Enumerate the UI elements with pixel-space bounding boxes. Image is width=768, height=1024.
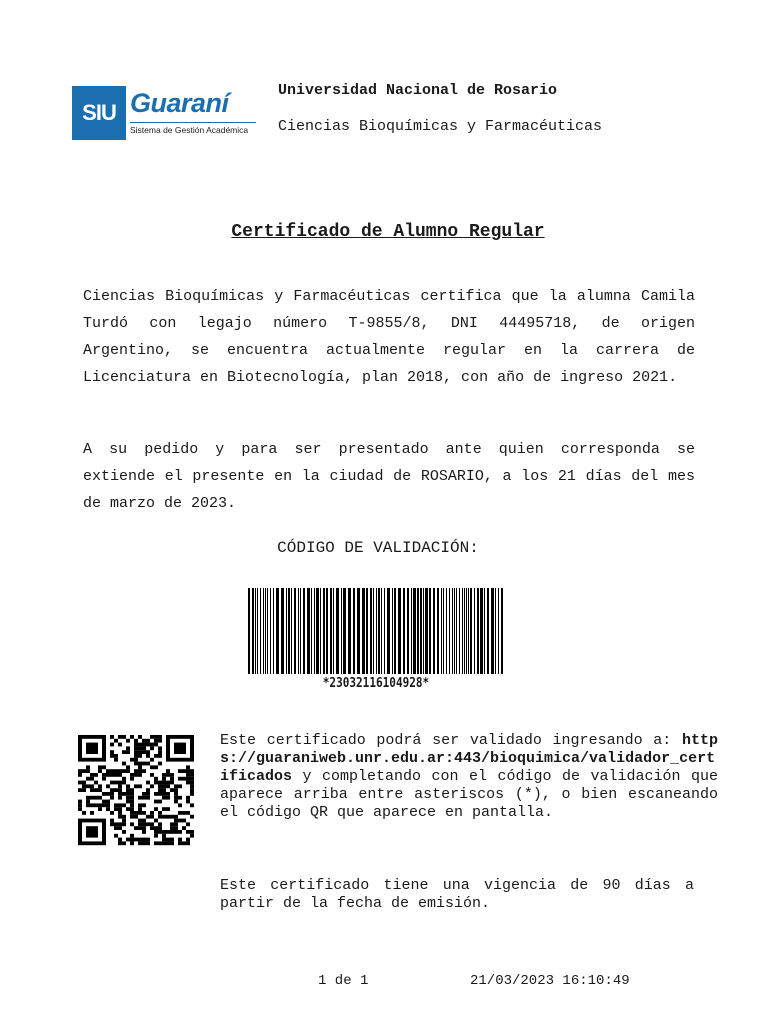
siu-guarani-logo <box>72 86 258 140</box>
validation-url[interactable]: https://guaraniweb.unr.edu.ar:443/bioquimica/validador_certificados <box>220 732 718 785</box>
emission-datetime: 21/03/2023 16:10:49 <box>470 973 630 989</box>
certificate-paragraph-1: Ciencias Bioquímicas y Farmacéuticas certifica que la alumna Camila Turdó con legajo número T-9855/8, DNI 44495718, de origen Argentino, se encuentra actualmente regular en la carrera de Licenciatura en Biotecnología, plan 2018, con año de ingreso 2021. <box>83 288 695 386</box>
faculty-name: Ciencias Bioquímicas y Farmacéuticas <box>278 118 603 135</box>
page-number: 1 de 1 <box>318 973 369 989</box>
logo-divider <box>130 122 256 123</box>
certificate-title: Certificado de Alumno Regular <box>231 222 545 242</box>
barcode-text: *23032116104928* <box>322 676 430 691</box>
validity-notice: Este certificado tiene una vigencia de 90 días a partir de la fecha de emisión. <box>220 877 694 912</box>
logo-subtitle: Sistema de Gestión Académica <box>130 125 249 135</box>
guarani-logo-word: Guaraní <box>130 88 229 118</box>
siu-logo-mark: SIU <box>72 86 126 140</box>
validation-text-before: Este certificado podrá ser validado ingresando a: <box>220 732 682 749</box>
barcode-image <box>246 588 506 676</box>
institution-name: Universidad Nacional de Rosario <box>278 82 558 99</box>
validation-instructions <box>220 732 718 822</box>
certificate-paragraph-2: A su pedido y para ser presentado ante quien corresponda se extiende el presente en la ciudad de ROSARIO, a los 21 días del mes de marzo de 2023. <box>83 441 695 512</box>
validation-code-label: CÓDIGO DE VALIDACIÓN: <box>277 539 479 557</box>
validation-text-after: y completando con el código de validación que aparece arriba entre asteriscos (*), o bien escaneando el código QR que aparece en pantalla. <box>220 768 718 821</box>
qr-code-image <box>78 735 196 847</box>
